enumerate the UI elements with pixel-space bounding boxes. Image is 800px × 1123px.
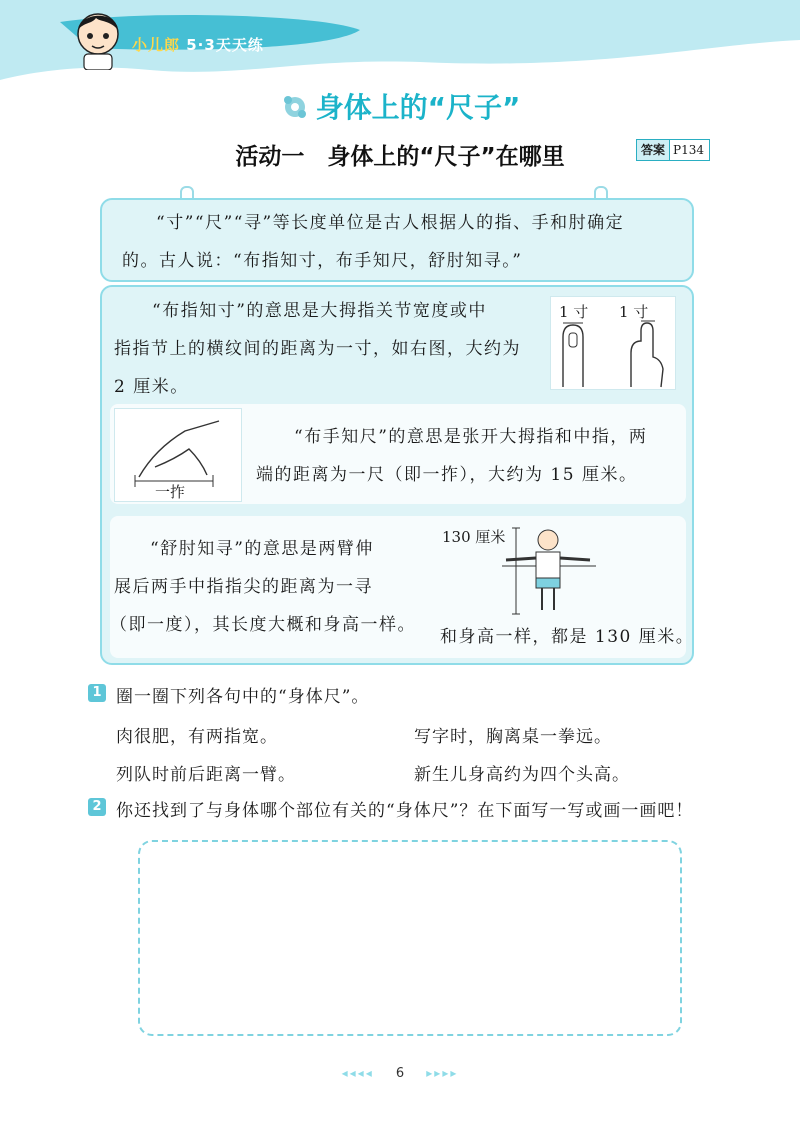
question-2-badge: 2 bbox=[88, 798, 106, 816]
question-1-badge: 1 bbox=[88, 684, 106, 702]
cun-illustration bbox=[550, 296, 676, 390]
answer-page-ref: P134 bbox=[673, 143, 704, 157]
page-title-text: 身体上的“尺子” bbox=[315, 91, 521, 124]
xun-height-label: 130 厘米 bbox=[442, 528, 506, 546]
cun-label-right: 1 寸 bbox=[619, 303, 649, 321]
footer-arrows-right: ▸▸▸▸ bbox=[426, 1066, 459, 1080]
intro-line-2: 的。古人说：“布指知寸，布手知尺，舒肘知寻。” bbox=[122, 251, 523, 271]
chi-line-2: 端的距离为一尺（即一拃），大约为 15 厘米。 bbox=[256, 465, 638, 485]
brand-series bbox=[132, 34, 264, 55]
mascot-avatar bbox=[70, 8, 126, 70]
xun-caption: 和身高一样，都是 130 厘米。 bbox=[440, 627, 695, 647]
xun-line-3: （即一度），其长度大概和身高一样。 bbox=[110, 615, 416, 635]
q1-item-2[interactable]: 写字时，胸离桌一拳远。 bbox=[414, 727, 612, 747]
answer-reference[interactable] bbox=[636, 139, 710, 161]
q1-item-4[interactable]: 新生儿身高约为四个头高。 bbox=[414, 765, 630, 785]
xun-illustration bbox=[436, 522, 678, 618]
cun-line-1: “布指知寸”的意思是大拇指关节宽度或中 bbox=[152, 301, 487, 321]
page-number: 6 bbox=[395, 1066, 405, 1081]
chi-illustration bbox=[114, 408, 242, 502]
xun-line-1: “舒肘知寻”的意思是两臂伸 bbox=[150, 539, 374, 559]
drawing-area[interactable] bbox=[138, 840, 682, 1036]
brand-series-text: 5·3天天练 bbox=[186, 36, 264, 54]
cun-label-left: 1 寸 bbox=[559, 303, 589, 321]
q1-item-3[interactable]: 列队时前后距离一臂。 bbox=[116, 765, 296, 785]
activity-heading: 活动一 身体上的“尺子”在哪里 bbox=[235, 144, 565, 170]
chi-line-1: “布手知尺”的意思是张开大拇指和中指，两 bbox=[294, 427, 648, 447]
intro-box bbox=[100, 198, 694, 282]
answer-label: 答案 bbox=[637, 140, 670, 160]
question-1-prompt: 圈一圈下列各句中的“身体尺”。 bbox=[116, 687, 370, 707]
page-footer bbox=[0, 1066, 800, 1081]
intro-line-1: “寸”“尺”“寻”等长度单位是古人根据人的指、手和肘确定 bbox=[156, 213, 625, 233]
cun-line-3: 2 厘米。 bbox=[114, 377, 189, 397]
xun-line-2: 展后两手中指指尖的距离为一寻 bbox=[114, 577, 373, 597]
brand-name: 小儿郎 bbox=[132, 36, 181, 54]
question-2-prompt: 你还找到了与身体哪个部位有关的“身体尺”？在下面写一写或画一画吧！ bbox=[116, 801, 694, 821]
gear-icon bbox=[280, 92, 310, 122]
page-title bbox=[0, 86, 800, 126]
footer-arrows-left: ◂◂◂◂ bbox=[341, 1066, 374, 1080]
chi-label: 一拃 bbox=[155, 483, 186, 501]
q1-item-1[interactable]: 肉很肥，有两指宽。 bbox=[116, 727, 278, 747]
cun-line-2: 指指节上的横纹间的距离为一寸，如右图，大约为 bbox=[114, 339, 521, 359]
